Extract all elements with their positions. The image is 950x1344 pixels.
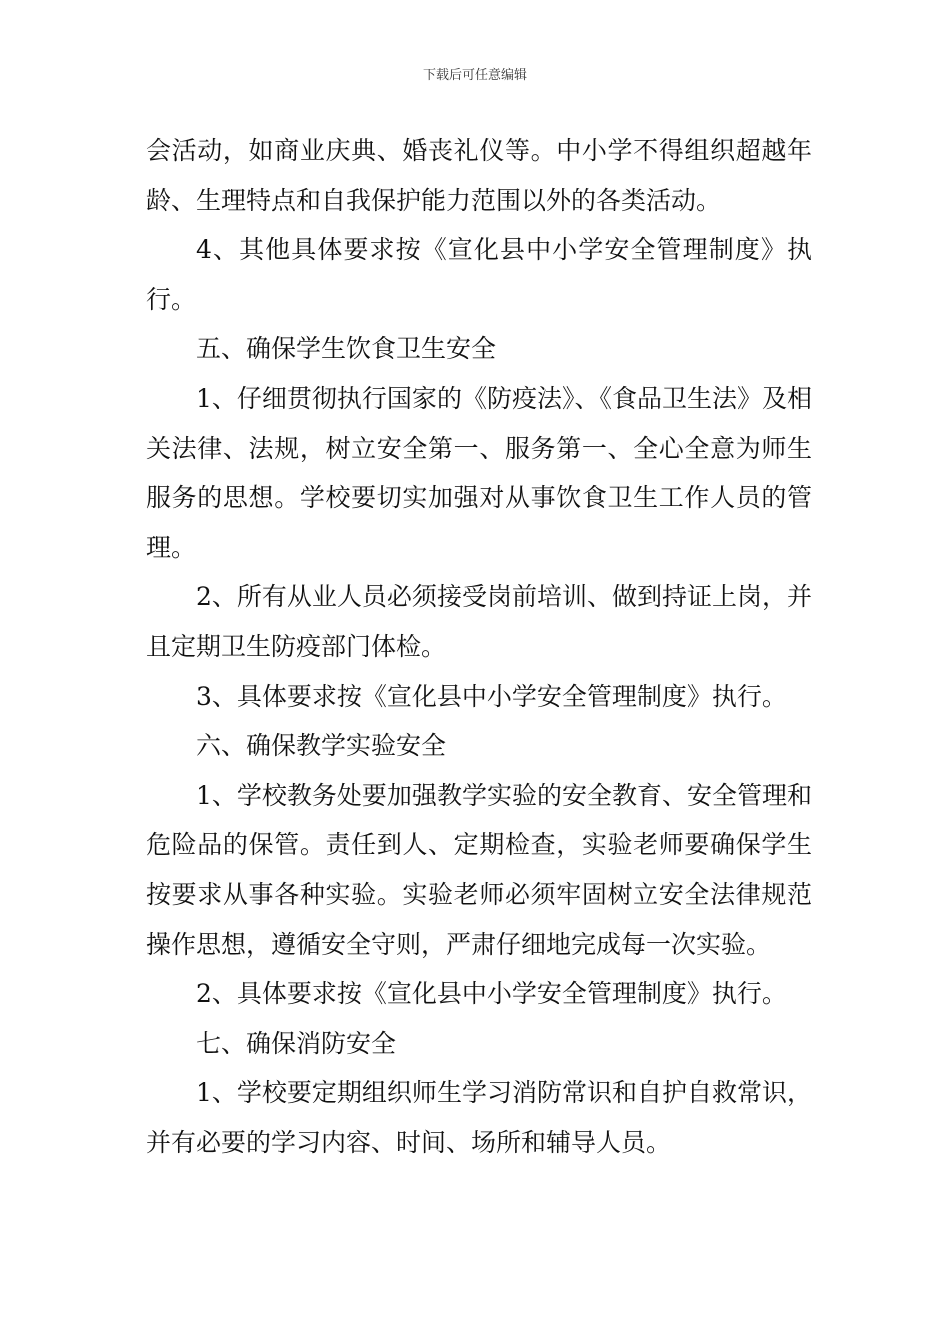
paragraph: 2、所有从业人员必须接受岗前培训、做到持证上岗，并且定期卫生防疫部门体检。 [146, 582, 812, 661]
paragraph: 会活动，如商业庆典、婚丧礼仪等。中小学不得组织超越年龄、生理特点和自我保护能力范围以外的各类活动。 [146, 136, 812, 215]
paragraph: 1、仔细贯彻执行国家的《防疫法》、《食品卫生法》及相关法律、法规，树立安全第一、服务第一、全心全意为师生服务的思想。学校要切实加强对从事饮食卫生工作人员的管理。 [146, 383, 812, 562]
paragraph: 4、其他具体要求按《宣化县中小学安全管理制度》执行。 [146, 235, 812, 314]
section-heading: 五、确保学生饮食卫生安全 [196, 334, 497, 364]
section-heading: 六、确保教学实验安全 [196, 731, 447, 761]
page-header: 下载后可任意编辑 [422, 68, 527, 83]
document-body [146, 126, 812, 1167]
paragraph: 3、具体要求按《宣化县中小学安全管理制度》执行。 [196, 681, 787, 711]
section-heading: 七、确保消防安全 [196, 1028, 397, 1058]
paragraph: 1、学校要定期组织师生学习消防常识和自护自救常识，并有必要的学习内容、时间、场所和辅导人员。 [146, 1078, 812, 1157]
paragraph: 1、学校教务处要加强教学实验的安全教育、安全管理和危险品的保管。责任到人、定期检查，实验老师要确保学生按要求从事各种实验。实验老师必须牢固树立安全法律规范操作思想，遵循安全守则，严肃仔细地完成每一次实验。 [146, 780, 812, 959]
paragraph: 2、具体要求按《宣化县中小学安全管理制度》执行。 [196, 979, 787, 1009]
